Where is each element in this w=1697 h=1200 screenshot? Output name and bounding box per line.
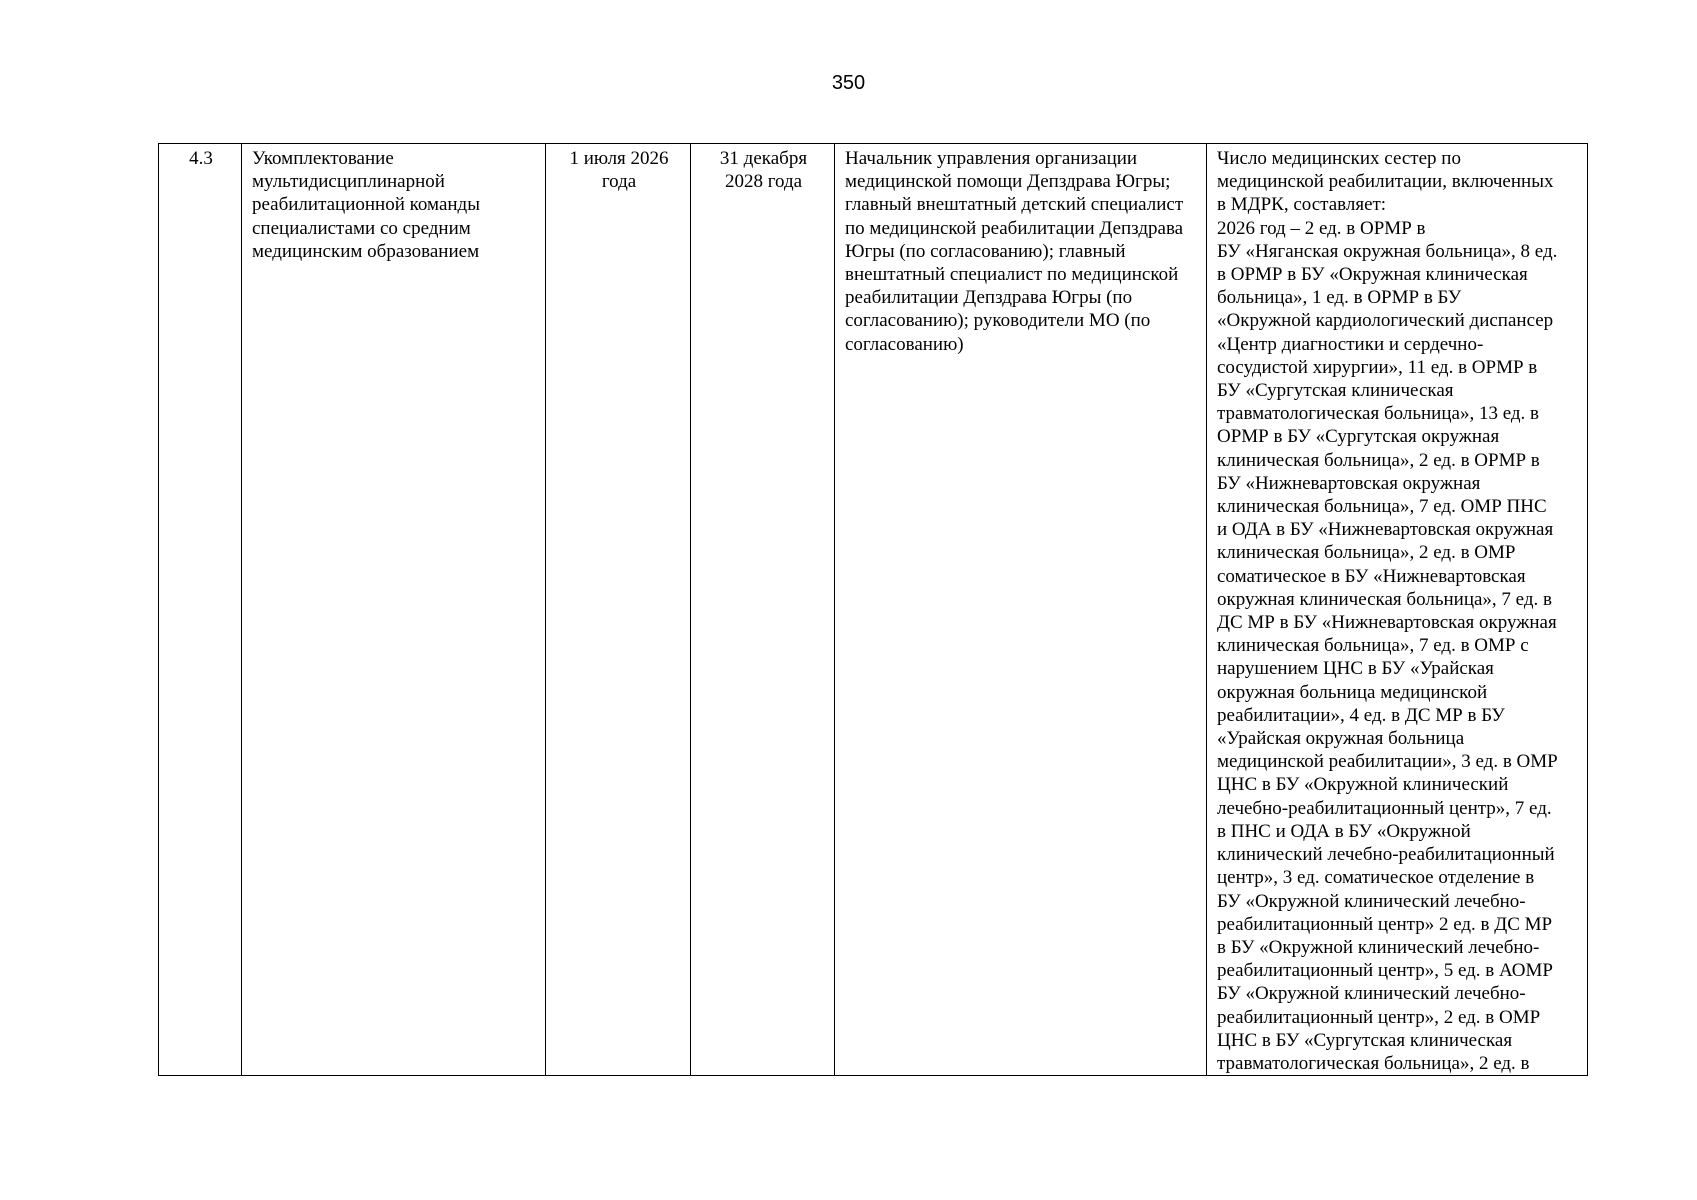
result-line: в МДРК, составляет: [1217,194,1387,216]
result-line: больница», 1 ед. в ОРМР в БУ [1217,287,1462,309]
result-line: БУ «Окружной клинический лечебно- [1217,890,1526,912]
result-line: и ОДА в БУ «Нижневартовская окружная [1217,519,1554,541]
result-line: «Центр диагностики и сердечно- [1217,333,1484,355]
result-line: окружная больница медицинской [1217,681,1488,703]
result-line: реабилитационный центр», 2 ед. в ОМР [1217,1006,1541,1028]
result-line: БУ «Сургутская клиническая [1217,380,1454,402]
result-line: медицинской реабилитации, включенных [1217,171,1554,193]
result-line: в БУ «Окружной клинический лечебно- [1217,936,1540,958]
result-line: «Урайская окружная больница [1217,728,1465,750]
result-line: нарушением ЦНС в БУ «Урайская [1217,658,1494,680]
result-line: медицинской реабилитации», 3 ед. в ОМР [1217,751,1558,773]
result-line: БУ «Няганская окружная больница», 8 ед. [1217,240,1558,262]
result-line: ДС МР в БУ «Нижневартовская окружная [1217,612,1557,634]
result-line: сосудистой хирургии», 11 ед. в ОРМР в [1217,356,1538,378]
result-line: в ОРМР в БУ «Окружная клиническая [1217,264,1528,286]
row-number: 4.3 [159,144,242,1076]
page-number: 350 [831,72,866,94]
end-date: 31 декабря 2028 года [691,144,835,1076]
result-line: в ПНС и ОДА в БУ «Окружной [1217,820,1471,842]
result-line: соматическое в БУ «Нижневартовская [1217,565,1526,587]
result-line: центр», 3 ед. соматическое отделение в [1217,867,1535,889]
result-line: 2026 год – 2 ед. в ОРМР в [1217,217,1426,239]
result-line: клиническая больница», 7 ед. ОМР ПНС [1217,496,1547,518]
result-line: клинический лечебно-реабилитационный [1217,844,1555,866]
result-line: реабилитации», 4 ед. в ДС МР в БУ [1217,704,1505,726]
result-line: лечебно-реабилитационный центр», 7 ед. [1217,797,1552,819]
result-line: реабилитационный центр», 5 ед. в АОМР [1217,960,1553,982]
result-line: ОРМР в БУ «Сургутская окружная [1217,426,1500,448]
result-line: реабилитационный центр» 2 ед. в ДС МР [1217,913,1553,935]
result-line: клиническая больница», 2 ед. в ОМР [1217,542,1516,564]
plan-table [158,143,1588,1076]
result-line: Число медицинских сестер по [1217,148,1461,169]
result-line: окружная клиническая больница», 7 ед. в [1217,588,1552,610]
result-line: травматологическая больница», 2 ед. в [1217,1052,1530,1074]
start-date: 1 июля 2026 года [546,144,691,1076]
result-line: ЦНС в БУ «Окружной клинический [1217,774,1509,796]
activity-description: Укомплектование мультидисциплинарной реабилитационной команды специалистами со средним медицинским образованием [242,144,546,1076]
result-line: клиническая больница», 2 ед. в ОРМР в [1217,449,1540,471]
result-line: ЦНС в БУ «Сургутская клиническая [1217,1029,1513,1051]
result-line: клиническая больница», 7 ед. в ОМР с [1217,635,1529,657]
result-line: «Окружной кардиологический диспансер [1217,310,1554,332]
table-row [159,144,1588,1076]
expected-result [1207,144,1588,1076]
result-line: БУ «Нижневартовская окружная [1217,472,1481,494]
responsible-persons: Начальник управления организации медицинской помощи Депздрава Югры; главный внештатный детский специалист по медицинской реабилитации Депздрава Югры (по согласованию); главный внештатный специалист по медицинской реабилитации Депздрава Югры (по согласованию); руководители МО (по согласованию) [835,144,1207,1076]
result-line: БУ «Окружной клинический лечебно- [1217,983,1526,1005]
result-line: травматологическая больница», 13 ед. в [1217,403,1540,425]
